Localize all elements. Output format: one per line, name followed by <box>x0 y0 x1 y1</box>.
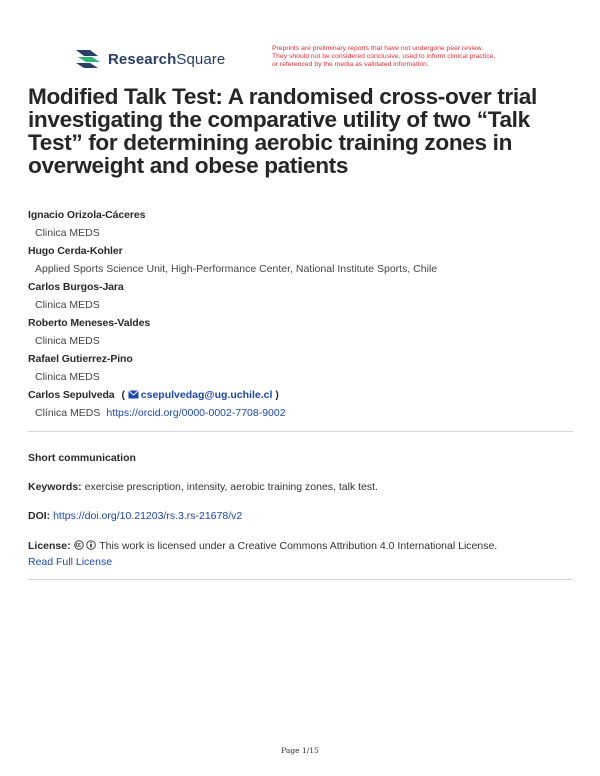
license-row <box>28 538 573 570</box>
author-name[interactable]: Carlos Sepulveda <box>28 389 115 401</box>
author-list <box>28 206 578 422</box>
author-name[interactable]: Rafael Gutierrez-Pino <box>28 353 133 365</box>
author-affiliation: Clinica MEDS <box>35 227 100 239</box>
doi-label: DOI: <box>28 510 51 522</box>
envelope-icon <box>128 390 139 399</box>
page-number: Page 1/15 <box>281 746 319 755</box>
logo-text: ResearchSquare <box>108 50 226 68</box>
author-affiliation: Clínica MEDS <box>35 407 101 419</box>
preprint-notice <box>272 45 542 69</box>
notice-line: Preprints are preliminary reports that have not undergone peer review. <box>272 45 484 52</box>
author-email-link[interactable]: csepulvedag@ug.uchile.cl <box>140 389 273 401</box>
author-name[interactable]: Carlos Burgos-Jara <box>28 281 124 293</box>
author-entry <box>28 242 578 278</box>
author-affiliation: Clinica MEDS <box>35 299 100 311</box>
corresponding-author-line <box>28 386 578 404</box>
doi-row <box>28 508 573 524</box>
author-name[interactable]: Ignacio Orizola-Cáceres <box>28 209 146 221</box>
author-entry <box>28 278 578 314</box>
keywords-label: Keywords: <box>28 481 82 493</box>
read-full-license-link[interactable]: Read Full License <box>28 556 113 568</box>
keywords-row <box>28 479 573 495</box>
author-name[interactable]: Hugo Cerda-Kohler <box>28 245 123 257</box>
paper-title: Modified Talk Test: A randomised cross-over trial investigating the comparative utility of two “Talk Test” for determining aerobic training zones in overweight and obese patients <box>28 84 537 178</box>
creative-commons-icon <box>74 540 84 550</box>
divider <box>28 579 573 580</box>
notice-line: They should not be considered conclusive, used to inform clinical practice, <box>272 53 496 60</box>
attribution-icon <box>86 540 96 550</box>
corresponding-author-entry <box>28 386 578 422</box>
license-label: License: <box>28 540 71 552</box>
article-type-label: Short communication <box>28 452 136 464</box>
keywords-value: exercise prescription, intensity, aerobic training zones, talk test. <box>84 481 378 493</box>
paren-open: ( <box>121 389 125 401</box>
divider <box>28 431 573 432</box>
research-square-logo-icon <box>74 48 102 70</box>
license-text: This work is licensed under a Creative Commons Attribution 4.0 International License. <box>99 540 498 552</box>
author-affiliation: Clinica MEDS <box>35 371 100 383</box>
research-square-logo[interactable] <box>74 48 225 70</box>
paren-close: ) <box>275 389 279 401</box>
author-entry <box>28 206 578 242</box>
doi-link[interactable]: https://doi.org/10.21203/rs.3.rs-21678/v2 <box>53 510 243 522</box>
author-entry <box>28 350 578 386</box>
orcid-link[interactable]: https://orcid.org/0000-0002-7708-9002 <box>106 407 286 419</box>
article-type <box>28 450 573 466</box>
notice-line: or referenced by the media as validated information. <box>272 61 429 68</box>
author-entry <box>28 314 578 350</box>
author-affiliation: Clinica MEDS <box>35 335 100 347</box>
author-affiliation-line <box>28 404 578 422</box>
author-name[interactable]: Roberto Meneses-Valdes <box>28 317 151 329</box>
author-affiliation: Applied Sports Science Unit, High-Performance Center, National Institute Sports, Chile <box>35 263 438 275</box>
